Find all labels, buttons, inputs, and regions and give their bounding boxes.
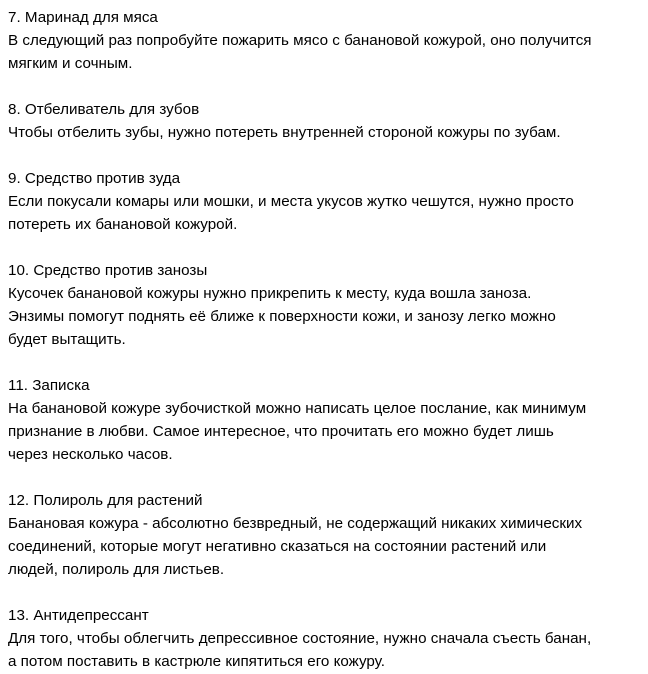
- tip-text-line: На банановой кожуре зубочисткой можно написать целое послание, как минимум: [8, 400, 587, 417]
- tip-text-line: людей, полироль для листьев.: [8, 561, 225, 578]
- tip-10: [8, 259, 640, 351]
- tip-title: 12. Полироль для растений: [8, 492, 203, 509]
- tip-7: [8, 6, 640, 75]
- tip-title: 11. Записка: [8, 377, 90, 394]
- tip-11: [8, 374, 640, 466]
- tip-text-line: Если покусали комары или мошки, и места укусов жутко чешутся, нужно просто: [8, 193, 574, 210]
- tip-8: [8, 98, 640, 144]
- tip-text-line: через несколько часов.: [8, 446, 173, 463]
- tip-9: [8, 167, 640, 236]
- tip-title: 10. Средство против занозы: [8, 262, 208, 279]
- tip-text-line: В следующий раз попробуйте пожарить мясо с банановой кожурой, оно получится: [8, 32, 592, 49]
- tip-title: 13. Антидепрессант: [8, 607, 149, 624]
- tip-text-line: Энзимы помогут поднять её ближе к поверхности кожи, и занозу легко можно: [8, 308, 556, 325]
- tip-text-line: Кусочек банановой кожуры нужно прикрепить к месту, куда вошла заноза.: [8, 285, 532, 302]
- tip-text-line: Для того, чтобы облегчить депрессивное состояние, нужно сначала съесть банан,: [8, 630, 592, 647]
- tip-text-line: соединений, которые могут негативно сказаться на состоянии растений или: [8, 538, 547, 555]
- tip-12: [8, 489, 640, 581]
- tip-text-line: а потом поставить в кастрюле кипятиться его кожуру.: [8, 653, 385, 670]
- tip-text-line: Банановая кожура - абсолютно безвредный, не содержащий никаких химических: [8, 515, 583, 532]
- tip-text-line: мягким и сочным.: [8, 55, 133, 72]
- tip-text-line: Чтобы отбелить зубы, нужно потереть внутренней стороной кожуры по зубам.: [8, 124, 561, 141]
- tip-13: [8, 604, 640, 673]
- tip-title: 9. Средство против зуда: [8, 170, 181, 187]
- tip-text-line: будет вытащить.: [8, 331, 126, 348]
- tip-title: 7. Маринад для мяса: [8, 9, 158, 26]
- tip-text-line: потереть их банановой кожурой.: [8, 216, 238, 233]
- tip-text-line: признание в любви. Самое интересное, что прочитать его можно будет лишь: [8, 423, 554, 440]
- tip-title: 8. Отбеливатель для зубов: [8, 101, 200, 118]
